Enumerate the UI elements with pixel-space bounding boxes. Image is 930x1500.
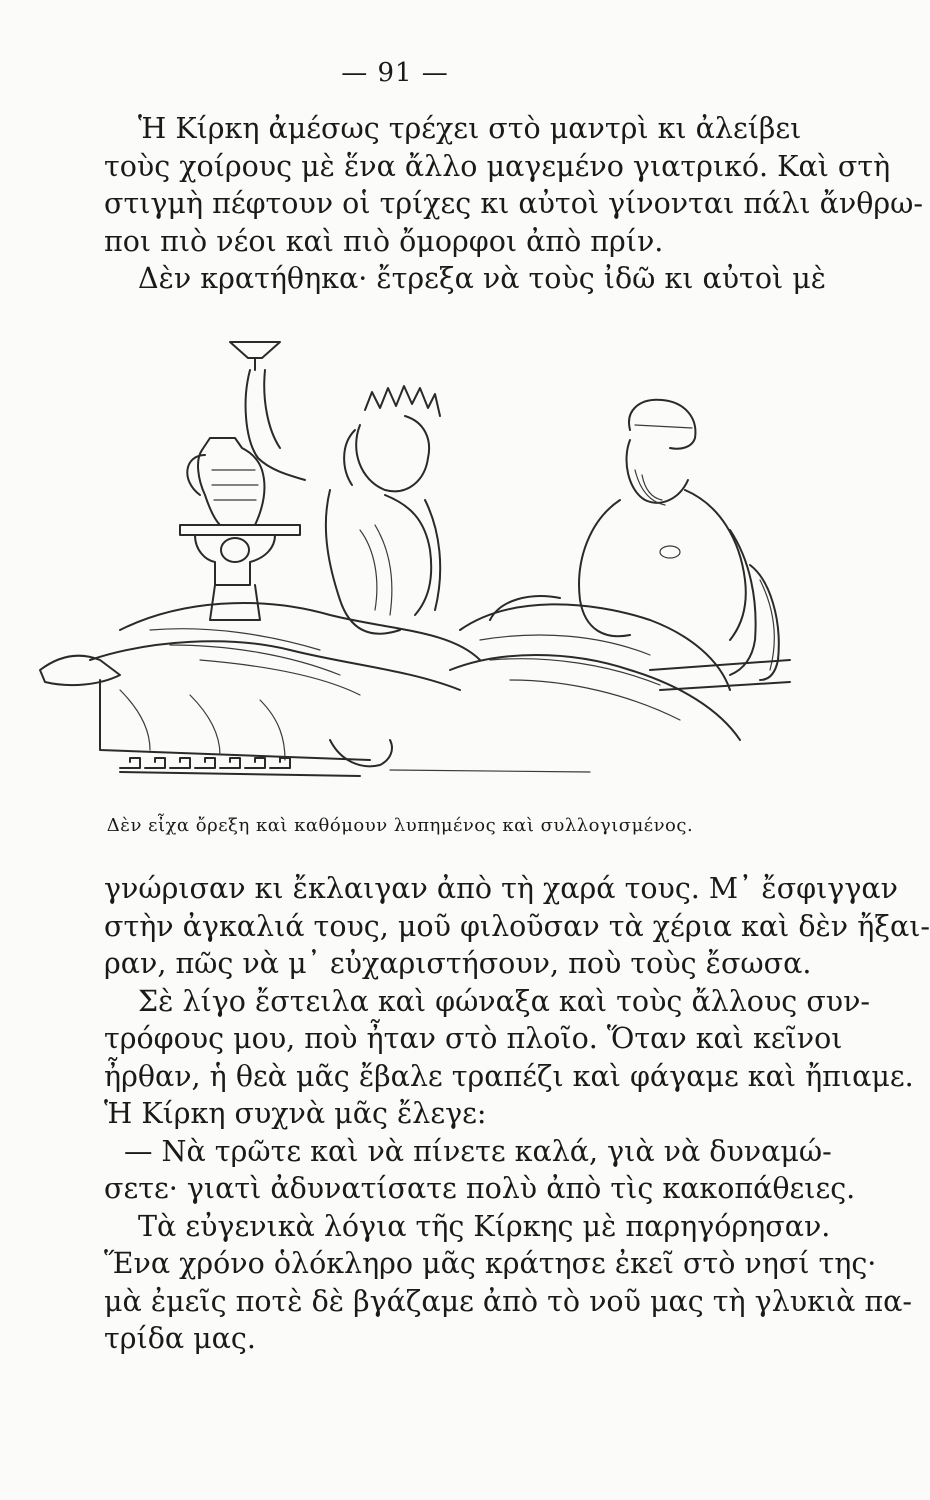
paragraph — [104, 260, 827, 298]
text-line: τρίδα μας. — [104, 1322, 256, 1355]
text-line: Ἕνα χρόνο ὁλόκληρο μᾶς κράτησε ἐκεῖ στὸ νησί της· — [104, 1247, 877, 1280]
text-line: σετε· γιατὶ ἀδυνατίσατε πολὺ ἀπὸ τὶς κακοπάθειες. — [104, 1172, 856, 1205]
paragraph — [104, 870, 930, 983]
text-line: στὴν ἀγκαλιά τους, μοῦ φιλοῦσαν τὰ χέρια καὶ δὲν ἤξαι- — [104, 909, 930, 943]
text-line: τρόφους μου, ποὺ ἦταν στὸ πλοῖο. Ὅταν καὶ κεῖνοι — [104, 1022, 843, 1055]
text-line: — Νὰ τρῶτε καὶ νὰ πίνετε καλά, γιὰ νὰ δυναμώ- — [124, 1134, 832, 1168]
text-line: Σὲ λίγο ἔστειλα καὶ φώναξα καὶ τοὺς ἄλλους συν- — [138, 984, 871, 1018]
paragraph — [104, 1208, 912, 1358]
bottom-text-block — [104, 870, 930, 1358]
text-line: τοὺς χοίρους μὲ ἕνα ἄλλο μαγεμένο γιατρικό. Καὶ στὴ — [104, 149, 891, 183]
text-line: Τὰ εὐγενικὰ λόγια τῆς Κίρκης μὲ παρηγόρησαν. — [138, 1209, 831, 1243]
text-line: Δὲν κρατήθηκα· ἔτρεξα νὰ τοὺς ἰδῶ κι αὐτοὶ μὲ — [138, 262, 827, 295]
text-line: μὰ ἐμεῖς ποτὲ δὲ βγάζαμε ἀπὸ τὸ νοῦ μας τὴ γλυκιὰ πα- — [104, 1284, 912, 1318]
engraving-circe-and-odysseus — [30, 330, 790, 795]
text-line: στιγμὴ πέφτουν οἱ τρίχες κι αὐτοὶ γίνονται πάλι ἄνθρω- — [104, 187, 923, 220]
top-text-block — [104, 110, 923, 298]
text-line: Ἡ Κίρκη συχνὰ μᾶς ἔλεγε: — [104, 1097, 487, 1130]
text-line: ραν, πῶς νὰ μ᾽ εὐχαριστήσουν, ποὺ τοὺς ἔσωσα. — [104, 947, 812, 980]
text-line: ἦρθαν, ἡ θεὰ μᾶς ἔβαλε τραπέζι καὶ φάγαμε καὶ ἤπιαμε. — [104, 1059, 914, 1093]
page-number: — 91 — — [341, 58, 449, 88]
text-line: ποι πιὸ νέοι καὶ πιὸ ὄμορφοι ἀπὸ πρίν. — [104, 224, 664, 258]
paragraph — [104, 110, 923, 260]
paragraph — [104, 983, 914, 1133]
text-line: Ἡ Κίρκη ἀμέσως τρέχει στὸ μαντρὶ κι ἀλείβει — [138, 112, 802, 145]
illustration-caption: Δὲν εἶχα ὄρεξη καὶ καθόμουν λυπημένος καὶ συλλογισμένος. — [106, 815, 694, 836]
paragraph — [104, 1133, 856, 1208]
text-line: γνώρισαν κι ἔκλαιγαν ἀπὸ τὴ χαρά τους. Μ᾽ ἔσφιγγαν — [104, 872, 898, 905]
